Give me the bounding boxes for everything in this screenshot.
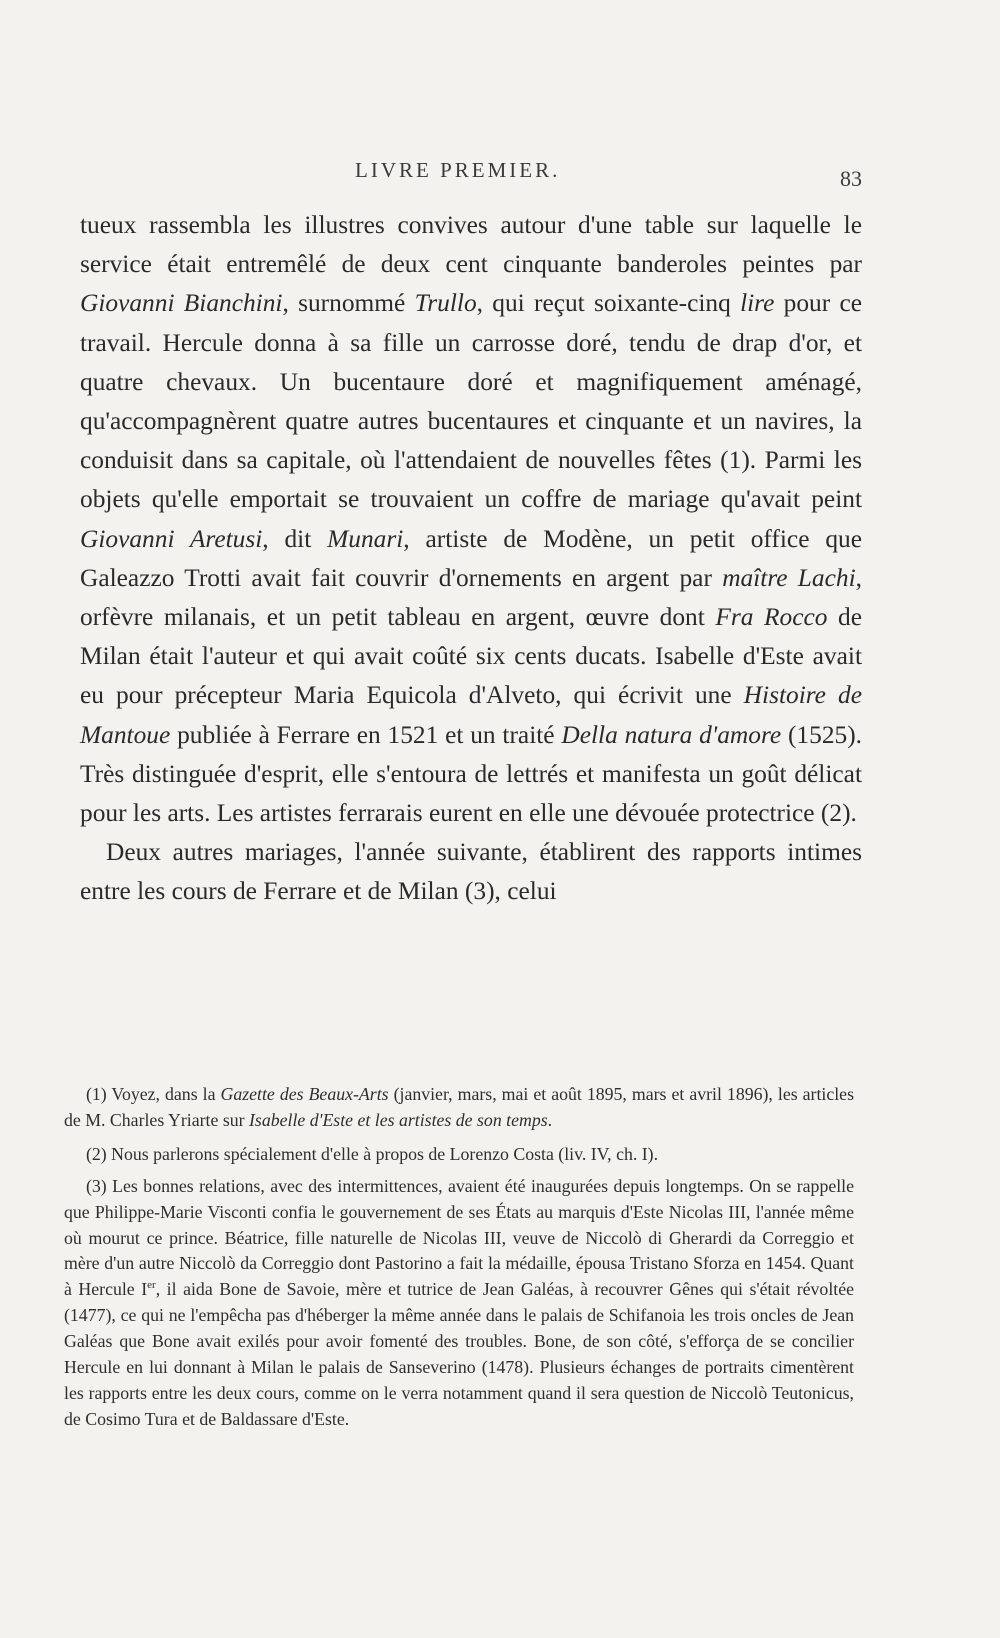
footnote-2: (2) Nous parlerons spécialement d'elle à propos de Lorenzo Costa (liv. IV, ch. I). <box>86 1143 659 1164</box>
footnote-3: (3) Les bonnes relations, avec des intermittences, avaient été inaugurées depuis longtemps. On se rappelle que Philippe-Marie Visconti confia le gouvernement de ses États au marquis d'Este Nicolas III, l'année même où mourut ce prince. Béatrice, fille naturelle de Nicolas III, veuve de Niccolò di Gherardi da Correggio et mère d'un autre Niccolò da Correggio dont Pastorino a fait la médaille, épousa Tristano Sforza en 1454. Quant à Hercule Ier, il aida Bone de Savoie, mère et tutrice de Jean Galéas, à recouvrer Gênes qui s'était révoltée (1477), ce qui ne l'empêcha pas d'héberger la même année dans le palais de Schifanoia les trois oncles de Jean Galéas que Bone avait exilés pour avoir fomenté des troubles. Bone, de son côté, s'efforça de se concilier Hercule en lui donnant à Milan le palais de Sanseverino (1478). Plusieurs échanges de portraits cimentèrent les rapports entre les deux cours, comme on le verra notamment quand il sera question de Niccolò Teutonicus, de Cosimo Tura et de Baldassare d'Este. <box>64 1175 854 1429</box>
paragraph-1: tueux rassembla les illustres convives autour d'une table sur laquelle le service était entremêlé de deux cent cinquante banderoles peintes par Giovanni Bianchini, surnommé Trullo, qui reçut soixante-cinq lire pour ce travail. Hercule donna à sa fille un carrosse doré, tendu de drap d'or, et quatre chevaux. Un bucentaure doré et magnifiquement aménagé, qu'accompagnèrent quatre autres bucentaures et cinquante et un navires, la conduisit dans sa capitale, où l'attendaient de nouvelles fêtes (1). Parmi les objets qu'elle emportait se trouvaient un coffre de mariage qu'avait peint Giovanni Aretusi, dit Munari, artiste de Modène, un petit office que Galeazzo Trotti avait fait couvrir d'ornements en argent par maître Lachi, orfèvre milanais, et un petit tableau en argent, œuvre dont Fra Rocco de Milan était l'auteur et qui avait coûté six cents ducats. Isabelle d'Este avait eu pour précepteur Maria Equicola d'Alveto, qui écrivit une Histoire de Mantoue publiée à Ferrare en 1521 et un traité Della natura d'amore (1525). Très distinguée d'esprit, elle s'entoura de lettrés et manifesta un goût délicat pour les arts. Les artistes ferrarais eurent en elle une dévouée protectrice (2). <box>80 211 863 828</box>
running-head: LIVRE PREMIER. <box>355 158 561 182</box>
footnote-1: (1) Voyez, dans la Gazette des Beaux-Arts (janvier, mars, mai et août 1895, mars et avril 1896), les articles de M. Charles Yriarte sur Isabelle d'Este et les artistes de son temps. <box>64 1084 854 1130</box>
footnotes <box>64 1082 854 1435</box>
paragraph-2: Deux autres mariages, l'année suivante, établirent des rapports intimes entre les cours de Ferrare et de Milan (3), celui <box>80 838 862 906</box>
main-text <box>80 206 862 912</box>
page-number: 83 <box>840 166 862 191</box>
